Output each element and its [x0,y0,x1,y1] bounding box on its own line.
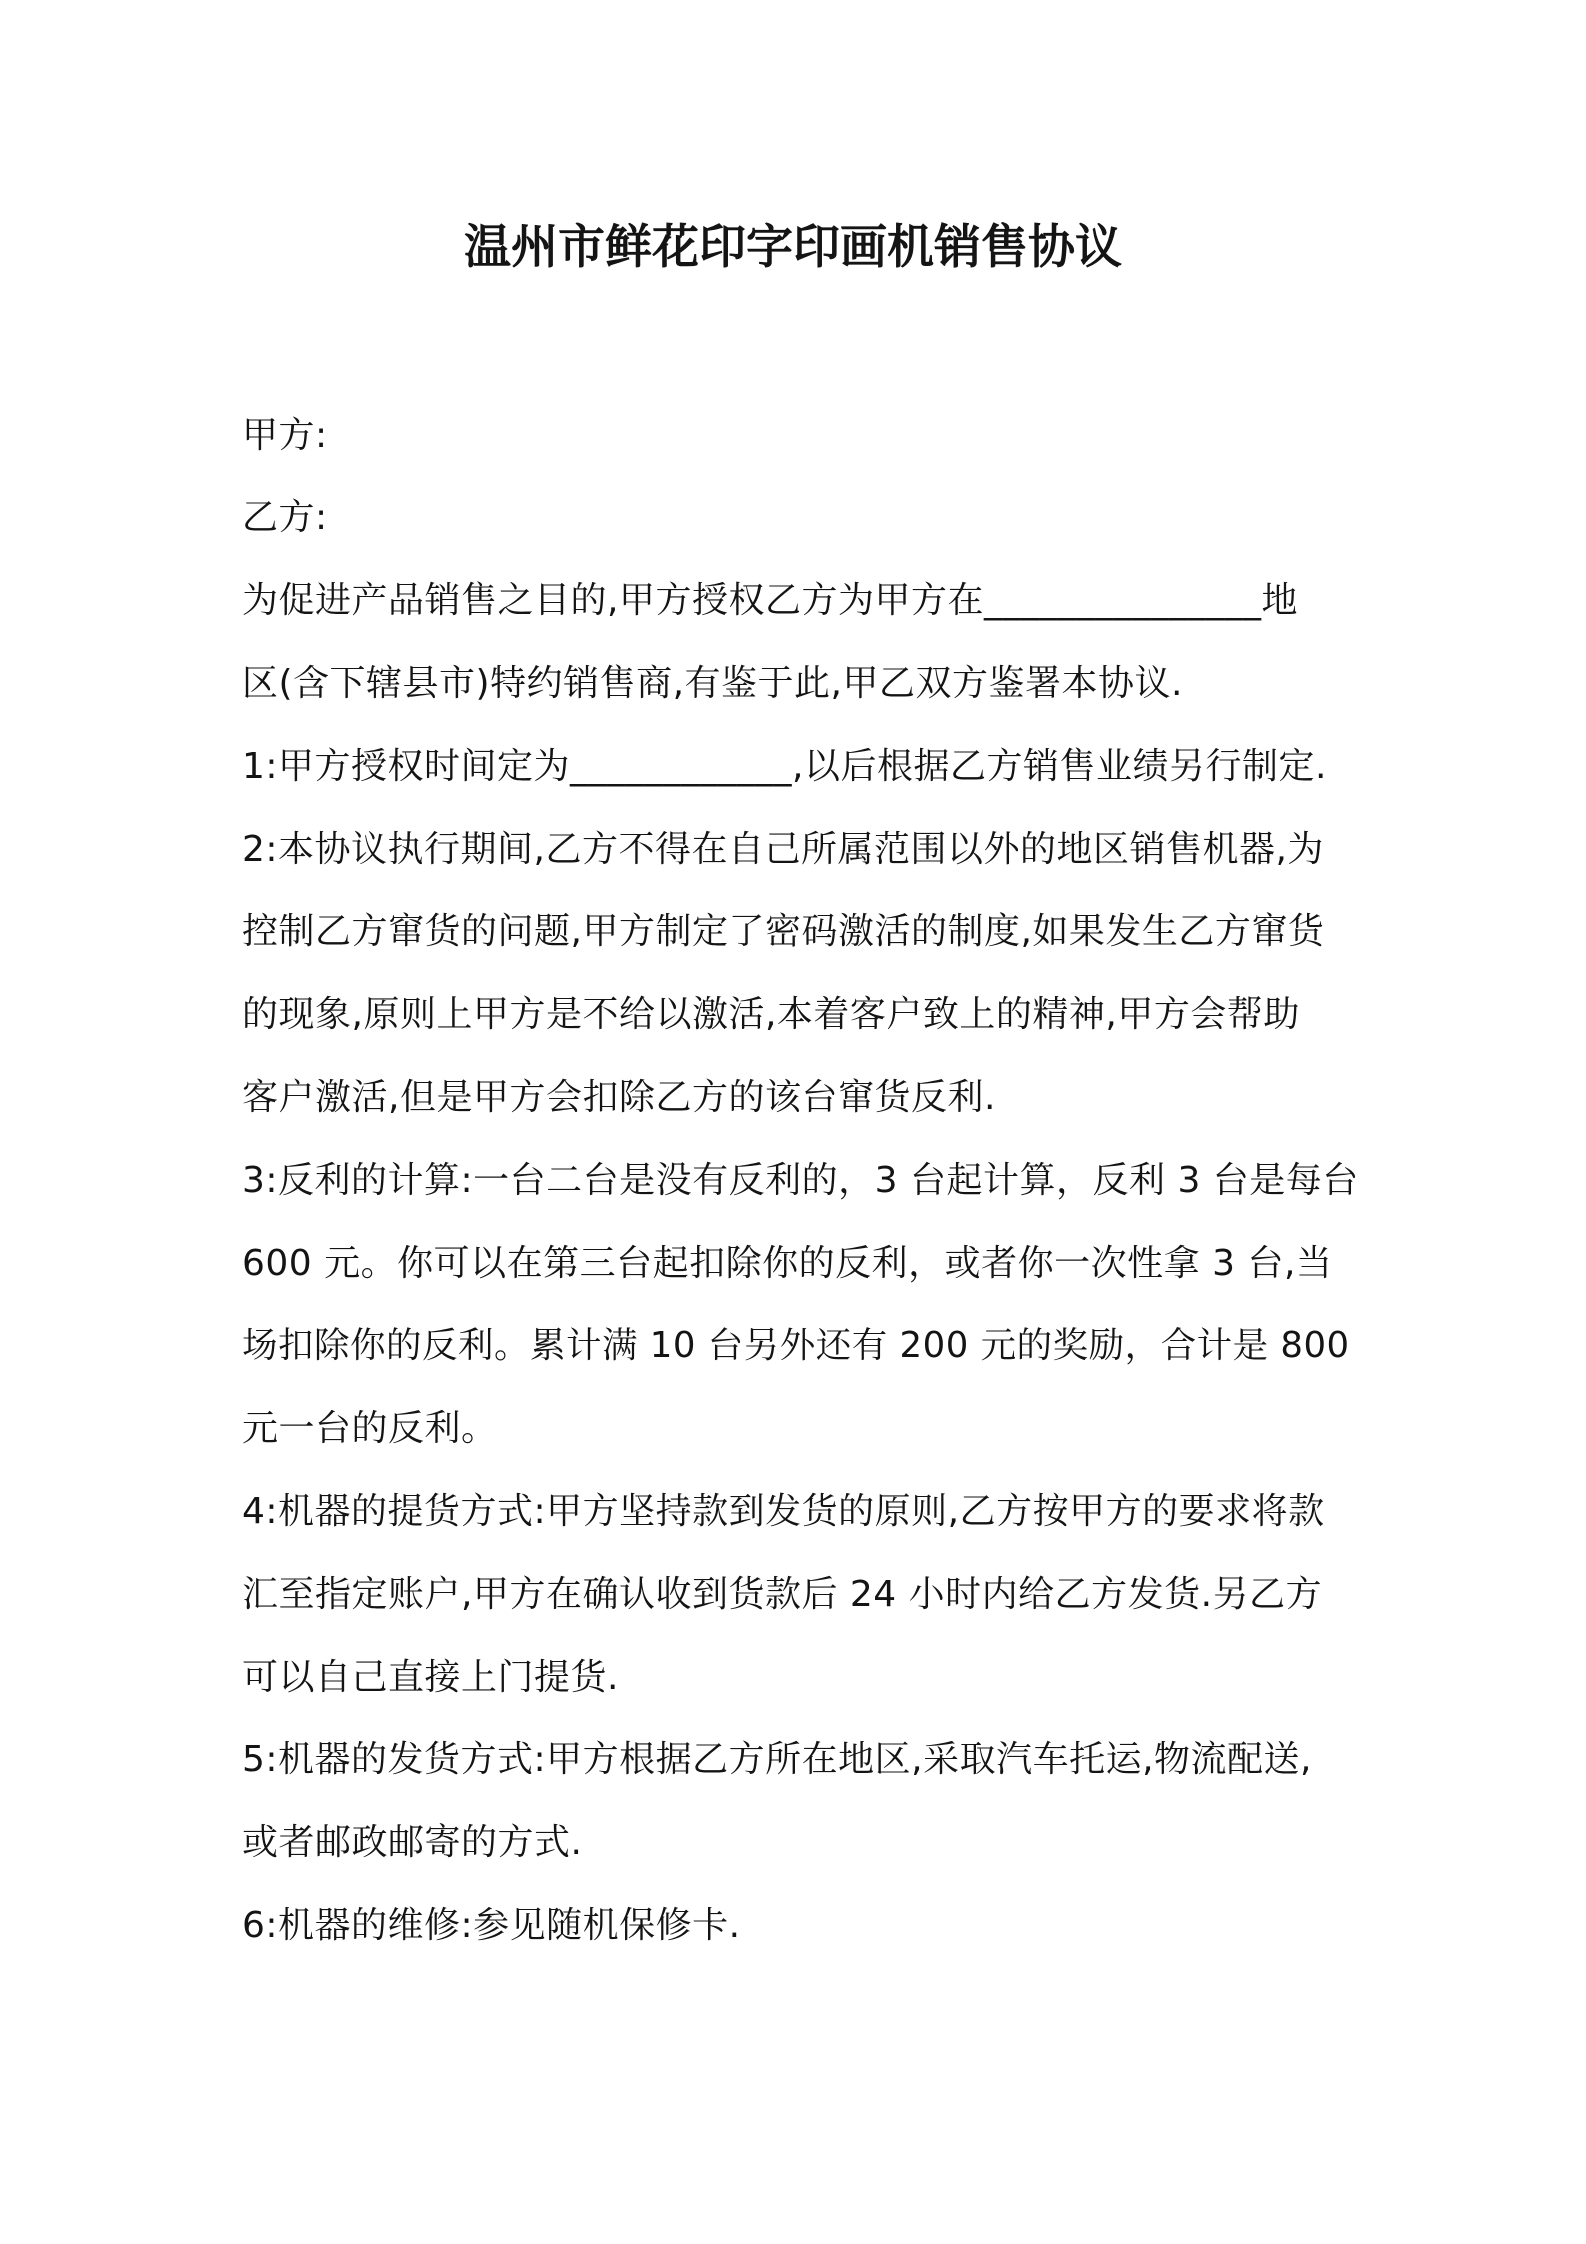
clause-2-line-3: 的现象,原则上甲方是不给以激活,本着客户致上的精神,甲方会帮助 [242,994,1300,1035]
clause-3-line-1: 3:反利的计算:一台二台是没有反利的，3 台起计算，反利 3 台是每台 [242,1160,1359,1201]
clause-1-line-1: 1:甲方授权时间定为____________,以后根据乙方销售业绩另行制定. [242,746,1327,787]
document-title: 温州市鲜花印字印画机销售协议 [464,220,1122,275]
clause-2-line-4: 客户激活,但是甲方会扣除乙方的该台窜货反利. [242,1077,996,1118]
clause-5-line-1: 5:机器的发货方式:甲方根据乙方所在地区,采取汽车托运,物流配送, [242,1739,1312,1780]
clause-2-line-1: 2:本协议执行期间,乙方不得在自己所属范围以外的地区销售机器,为 [242,829,1324,870]
intro-line-1: 为促进产品销售之目的,甲方授权乙方为甲方在_______________地 [242,580,1298,621]
clause-4-line-2: 汇至指定账户,甲方在确认收到货款后 24 小时内给乙方发货.另乙方 [242,1574,1323,1615]
clause-4-line-3: 可以自己直接上门提货. [242,1657,619,1698]
intro-line-2: 区(含下辖县市)特约销售商,有鉴于此,甲乙双方鉴署本协议. [242,663,1183,704]
clause-3-line-2: 600 元。你可以在第三台起扣除你的反利，或者你一次性拿 3 台,当 [242,1243,1333,1284]
clause-5-line-2: 或者邮政邮寄的方式. [242,1822,583,1863]
clause-6-line-1: 6:机器的维修:参见随机保修卡. [242,1905,741,1946]
clause-3-line-4: 元一台的反利。 [242,1408,498,1449]
clause-2-line-2: 控制乙方窜货的问题,甲方制定了密码激活的制度,如果发生乙方窜货 [242,911,1325,952]
clause-3-line-3: 场扣除你的反利。累计满 10 台另外还有 200 元的奖励，合计是 800 [242,1325,1350,1366]
party-b-line: 乙方: [242,497,328,538]
clause-4-line-1: 4:机器的提货方式:甲方坚持款到发货的原则,乙方按甲方的要求将款 [242,1491,1325,1532]
party-a-line: 甲方: [242,415,328,456]
